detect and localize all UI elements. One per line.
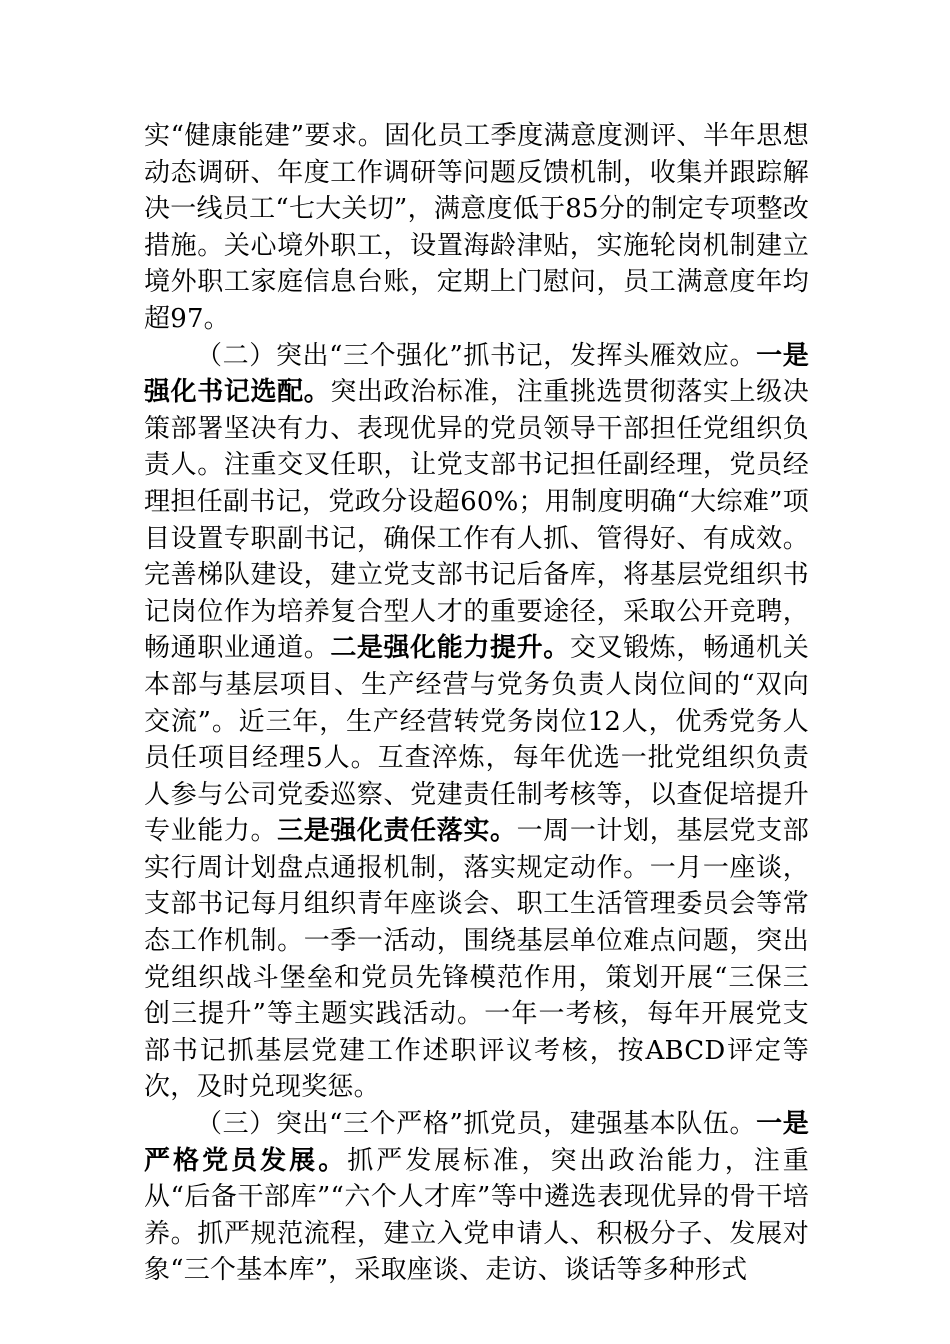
point-3-heading: 三是强化责任落实。 <box>277 816 517 847</box>
paragraph-3 <box>144 1106 809 1289</box>
point-1-body: 突出政治标准，注重挑选贯彻落实上级决策部署坚决有力、表现优异的党员领导干部担任党组织负责人。注重交叉任职，让党支部书记担任副经理，党员经理担任副书记，党政分设超60%；用制度明确“大综难”项目设置专职副书记，确保工作有人抓、管得好、有成效。完善梯队建设，建立党支部书记后备库，将基层党组织书记岗位作为培养复合型人才的重要途径，采取公开竞聘，畅通职业通道。 <box>144 377 809 664</box>
point-1-heading: 一是强化书记选配。 <box>144 340 809 408</box>
point-2-body: 交叉锻炼，畅通机关本部与基层项目、生产经营与党务负责人岗位间的“双向交流”。近三年，生产经营转党务岗位12人，优秀党务人员任项目经理5人。互查淬炼，每年优选一批党组织负责人参与公司党委巡察、党建责任制考核等，以查促培提升专业能力。 <box>144 633 809 847</box>
point-3-body: 一周一计划，基层党支部实行周计划盘点通报机制，落实规定动作。一月一座谈，支部书记每月组织青年座谈会、职工生活管理委员会等常态工作机制。一季一活动，围绕基层单位难点问题，突出党组织战斗堡垒和党员先锋模范作用，策划开展“三保三创三提升”等主题实践活动。一年一考核，每年开展党支部书记抓基层党建工作述职评议考核，按ABCD评定等次，及时兑现奖惩。 <box>144 816 809 1103</box>
point-1-body: 抓严发展标准，突出政治能力，注重从“后备干部库”“六个人才库”等中遴选表现优异的骨干培养。抓严规范流程，建立入党申请人、积极分子、发展对象“三个基本库”，采取座谈、走访、谈话等多种形式 <box>144 1145 810 1286</box>
point-1-heading: 一是严格党员发展。 <box>144 1109 809 1176</box>
section-2-heading: （二）突出“三个强化”抓书记，发挥头雁效应。 <box>196 340 757 371</box>
document-page <box>144 118 809 1289</box>
paragraph-2 <box>144 338 809 1106</box>
point-2-heading: 二是强化能力提升。 <box>330 633 570 664</box>
paragraph-1 <box>144 118 809 338</box>
paragraph-1-text: 实“健康能建”要求。固化员工季度满意度测评、半年思想动态调研、年度工作调研等问题反馈机制，收集并跟踪解决一线员工“七大关切”，满意度低于85分的制定专项整改措施。关心境外职工，设置海龄津贴，实施轮岗机制建立境外职工家庭信息台账，定期上门慰问，员工满意度年均超97。 <box>144 121 809 334</box>
section-3-heading: （三）突出“三个严格”抓党员，建强基本队伍。 <box>196 1109 757 1140</box>
